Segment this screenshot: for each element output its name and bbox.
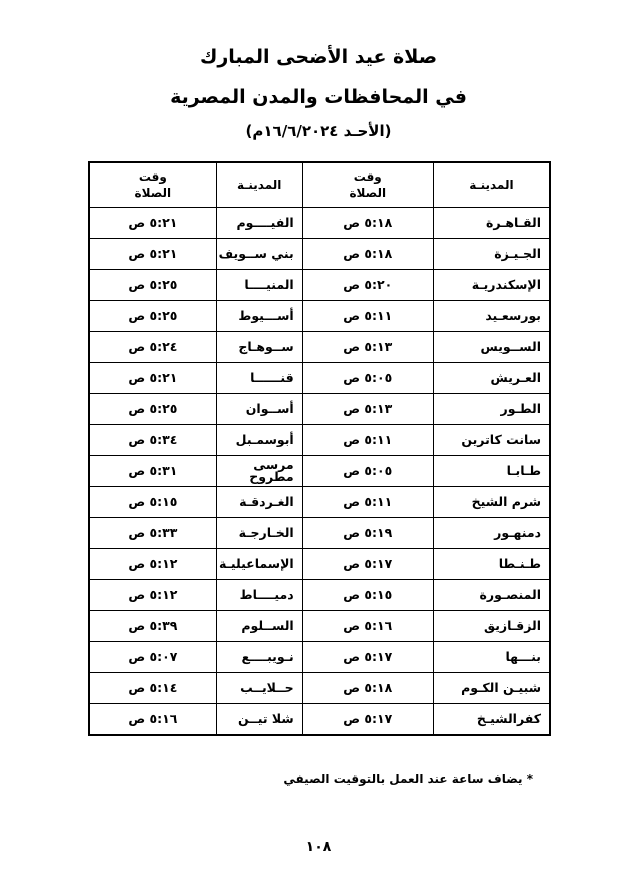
- city-cell: شلا تيــن: [216, 704, 302, 736]
- time-cell: ٥:١٧ ص: [302, 704, 433, 736]
- time-cell: ٥:٢١ ص: [89, 208, 216, 239]
- city-cell: الإسماعيليـة: [216, 549, 302, 580]
- time-cell: ٥:٠٥ ص: [302, 363, 433, 394]
- city-cell: نـويبــــع: [216, 642, 302, 673]
- time-cell: ٥:١١ ص: [302, 301, 433, 332]
- table-row: [89, 394, 550, 425]
- table-row: [89, 518, 550, 549]
- time-cell: ٥:٢١ ص: [89, 363, 216, 394]
- time-cell: ٥:١٣ ص: [302, 394, 433, 425]
- header-city-2: المدينـة: [216, 162, 302, 208]
- time-cell: ٥:٠٧ ص: [89, 642, 216, 673]
- time-cell: ٥:١٣ ص: [302, 332, 433, 363]
- time-cell: ٥:١٥ ص: [302, 580, 433, 611]
- time-cell: ٥:٢٥ ص: [89, 301, 216, 332]
- time-cell: ٥:١٥ ص: [89, 487, 216, 518]
- city-cell: دمنهـور: [433, 518, 550, 549]
- title-line-2: في المحافظات والمدن المصرية: [170, 86, 467, 108]
- table-row: [89, 208, 550, 239]
- header-time-line2: الصلاة: [349, 186, 387, 200]
- time-cell: ٥:١٧ ص: [302, 642, 433, 673]
- city-cell: شبيـن الكـوم: [433, 673, 550, 704]
- time-cell: ٥:١٨ ص: [302, 239, 433, 270]
- city-cell: الســويس: [433, 332, 550, 363]
- city-cell: الغـردقـة: [216, 487, 302, 518]
- table-header-row: [89, 162, 550, 208]
- city-cell: القـاهـرة: [433, 208, 550, 239]
- city-cell: الســلوم: [216, 611, 302, 642]
- table-row: [89, 363, 550, 394]
- city-cell: أبوسمـبل: [216, 425, 302, 456]
- time-cell: ٥:١٢ ص: [89, 549, 216, 580]
- city-cell: بنـــها: [433, 642, 550, 673]
- time-cell: ٥:٣٣ ص: [89, 518, 216, 549]
- prayer-times-table: [88, 161, 551, 736]
- city-cell: بورسعـيد: [433, 301, 550, 332]
- city-cell: الجـيـزة: [433, 239, 550, 270]
- city-cell: المنيــــا: [216, 270, 302, 301]
- table-row: [89, 301, 550, 332]
- time-cell: ٥:١٨ ص: [302, 673, 433, 704]
- footnote: * يضاف ساعة عند العمل بالتوقيت الصيفي: [283, 772, 533, 786]
- table-row: [89, 704, 550, 736]
- time-cell: ٥:١١ ص: [302, 487, 433, 518]
- time-cell: ٥:٣٩ ص: [89, 611, 216, 642]
- city-cell: حــلايــب: [216, 673, 302, 704]
- header-time-2: [89, 162, 216, 208]
- city-cell: كفرالشيـخ: [433, 704, 550, 736]
- table-row: [89, 487, 550, 518]
- table-row: [89, 456, 550, 487]
- table-row: [89, 642, 550, 673]
- time-cell: ٥:٢٤ ص: [89, 332, 216, 363]
- city-cell: طـنـطا: [433, 549, 550, 580]
- city-cell: الزقـازيق: [433, 611, 550, 642]
- time-cell: ٥:١١ ص: [302, 425, 433, 456]
- header-city-1: المدينـة: [433, 162, 550, 208]
- time-cell: ٥:٠٥ ص: [302, 456, 433, 487]
- header-time-line1: وقت: [353, 169, 382, 184]
- city-cell: طـابـا: [433, 456, 550, 487]
- time-cell: ٥:١٦ ص: [302, 611, 433, 642]
- time-cell: ٥:٢٥ ص: [89, 394, 216, 425]
- city-cell: الفيــــوم: [216, 208, 302, 239]
- time-cell: ٥:١٦ ص: [89, 704, 216, 736]
- city-cell: العـريش: [433, 363, 550, 394]
- date-line: (الأحـد ١٦/٦/٢٠٢٤م): [245, 122, 392, 140]
- city-cell: سانت كاترين: [433, 425, 550, 456]
- time-cell: ٥:٣١ ص: [89, 456, 216, 487]
- time-cell: ٥:٢٥ ص: [89, 270, 216, 301]
- header-time-line1: وقت: [138, 169, 167, 184]
- city-cell: شرم الشيخ: [433, 487, 550, 518]
- city-cell: أســوان: [216, 394, 302, 425]
- city-cell: قنــــــا: [216, 363, 302, 394]
- city-cell: ســوهـاج: [216, 332, 302, 363]
- time-cell: ٥:١٤ ص: [89, 673, 216, 704]
- page-number: ١٠٨: [305, 839, 332, 855]
- table-row: [89, 673, 550, 704]
- table-row: [89, 425, 550, 456]
- time-cell: ٥:٣٤ ص: [89, 425, 216, 456]
- city-cell: الإسكندريـة: [433, 270, 550, 301]
- city-cell: بني ســويف: [216, 239, 302, 270]
- time-cell: ٥:١٨ ص: [302, 208, 433, 239]
- time-cell: ٥:٢٠ ص: [302, 270, 433, 301]
- city-cell: دميــــاط: [216, 580, 302, 611]
- table-row: [89, 611, 550, 642]
- table-row: [89, 270, 550, 301]
- time-cell: ٥:١٩ ص: [302, 518, 433, 549]
- table-row: [89, 239, 550, 270]
- city-cell: الطـور: [433, 394, 550, 425]
- time-cell: ٥:٢١ ص: [89, 239, 216, 270]
- city-cell: أســـيوط: [216, 301, 302, 332]
- city-cell: مرسى مطروح: [216, 456, 302, 487]
- title-line-1: صلاة عيد الأضحى المبارك: [199, 46, 438, 68]
- city-cell: الخـارجـة: [216, 518, 302, 549]
- time-cell: ٥:١٧ ص: [302, 549, 433, 580]
- table-row: [89, 580, 550, 611]
- time-cell: ٥:١٢ ص: [89, 580, 216, 611]
- header-time-line2: الصلاة: [134, 186, 172, 200]
- city-cell: المنصـورة: [433, 580, 550, 611]
- table-row: [89, 549, 550, 580]
- header-time-1: [302, 162, 433, 208]
- table-row: [89, 332, 550, 363]
